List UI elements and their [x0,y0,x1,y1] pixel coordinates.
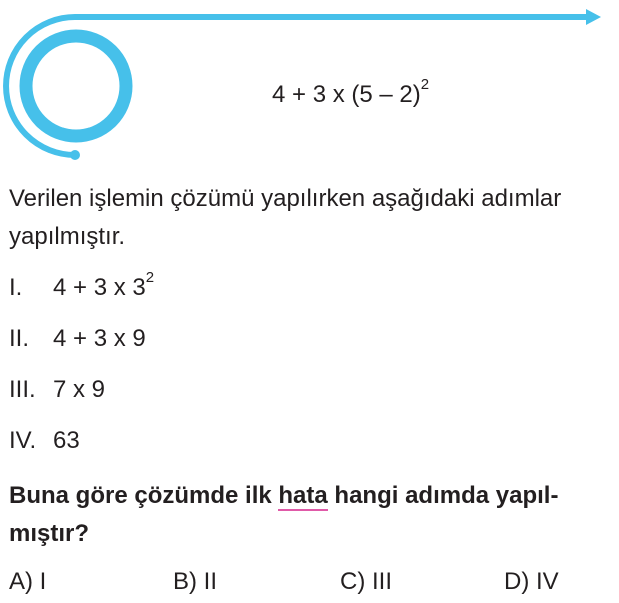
question-before: Buna göre çözümde ilk [9,482,279,509]
question-line-2: mıştır? [9,520,90,547]
intro-line-2: yapılmıştır. [9,223,126,250]
step-number: II. [9,325,30,352]
math-expression [272,76,430,110]
question-underlined-word: hata [278,482,328,509]
step-number: IV. [9,427,37,454]
expression-base: 4 + 3 x (5 – 2) [272,81,421,108]
intro-line-1: Verilen işlemin çözümü yapılırken aşağıdaki adımlar [9,185,562,212]
step-2 [9,324,146,354]
step-3 [9,375,105,405]
option-d[interactable]: D) IV [504,568,559,595]
step-1 [9,269,155,303]
step-exponent: 2 [145,269,155,286]
step-4 [9,426,80,456]
ring-icon [26,36,126,136]
intro-text [9,180,614,256]
question-text [9,477,614,553]
expression-exponent: 2 [420,76,430,93]
swirl-end-dot [70,150,80,160]
option-a[interactable]: A) I [9,568,47,595]
arrowhead-icon [586,9,601,25]
step-text: 7 x 9 [53,376,106,403]
option-c[interactable]: C) III [340,568,392,595]
option-b[interactable]: B) II [173,568,218,595]
question-after: hangi adımda yapıl- [327,482,559,509]
question-line-1 [9,477,614,515]
step-number: I. [9,274,23,301]
step-text: 4 + 3 x 9 [53,325,146,352]
step-base: 4 + 3 x 3 [53,274,146,301]
step-number: III. [9,376,36,403]
step-text: 63 [53,427,80,454]
